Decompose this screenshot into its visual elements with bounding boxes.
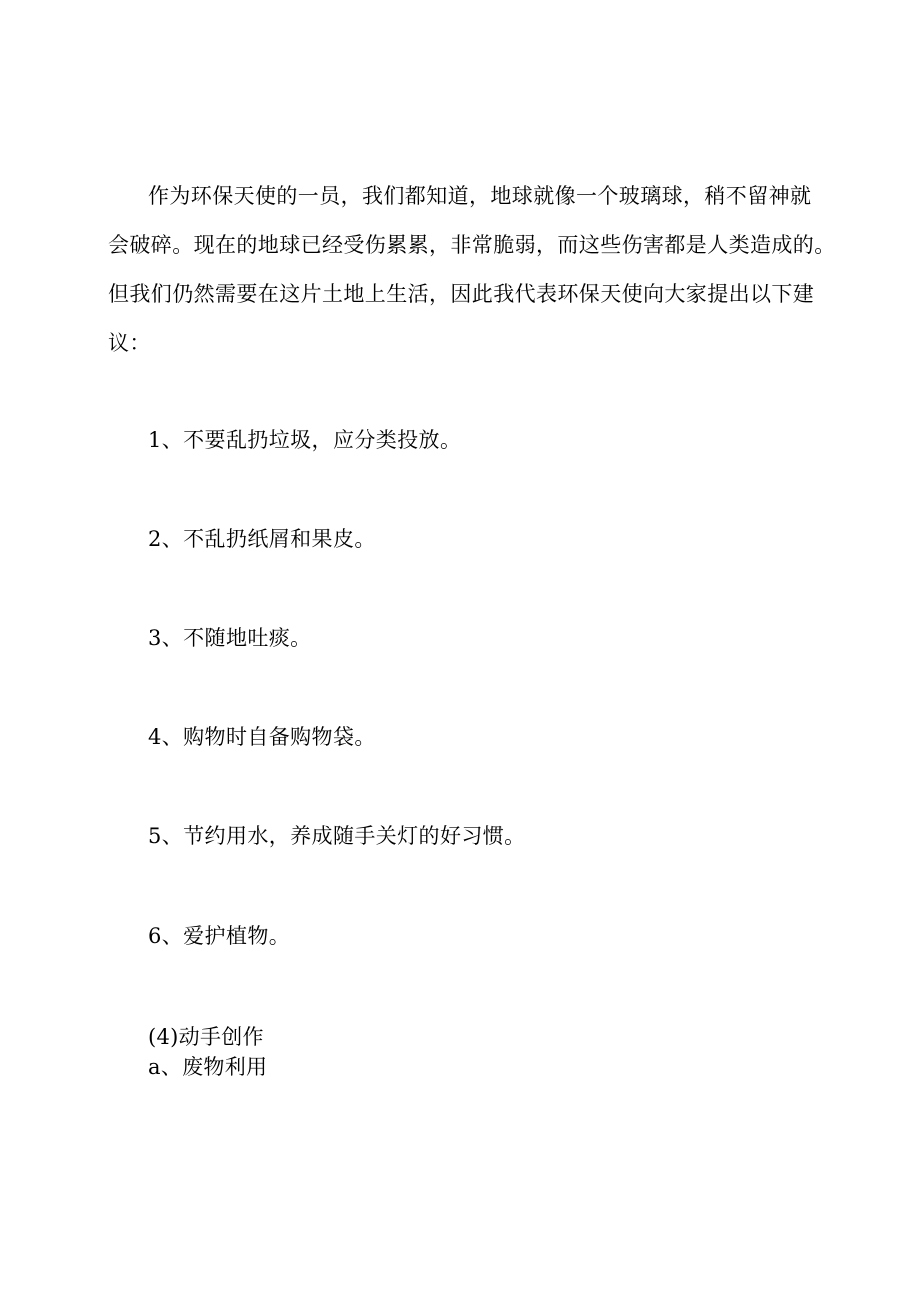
intro-paragraph bbox=[108, 172, 848, 368]
intro-line: 议： bbox=[108, 331, 151, 355]
suggestion-item-5: 5、节约用水，养成随手关灯的好习惯。 bbox=[148, 824, 526, 848]
suggestion-item-4: 4、购物时自备购物袋。 bbox=[148, 725, 376, 749]
intro-line: 但我们仍然需要在这片土地上生活，因此我代表环保天使向大家提出以下建 bbox=[108, 282, 815, 306]
suggestion-item-6: 6、爱护植物。 bbox=[148, 924, 291, 948]
intro-line: 作为环保天使的一员，我们都知道，地球就像一个玻璃球，稍不留神就 bbox=[148, 184, 812, 208]
intro-line: 会破碎。现在的地球已经受伤累累，非常脆弱，而这些伤害都是人类造成的。 bbox=[108, 233, 836, 257]
suggestion-item-2: 2、不乱扔纸屑和果皮。 bbox=[148, 527, 376, 551]
suggestion-item-1: 1、不要乱扔垃圾，应分类投放。 bbox=[148, 428, 462, 452]
section-heading: (4)动手创作 bbox=[148, 1025, 264, 1049]
suggestion-item-3: 3、不随地吐痰。 bbox=[148, 626, 312, 650]
section-subheading: a、废物利用 bbox=[148, 1055, 268, 1079]
